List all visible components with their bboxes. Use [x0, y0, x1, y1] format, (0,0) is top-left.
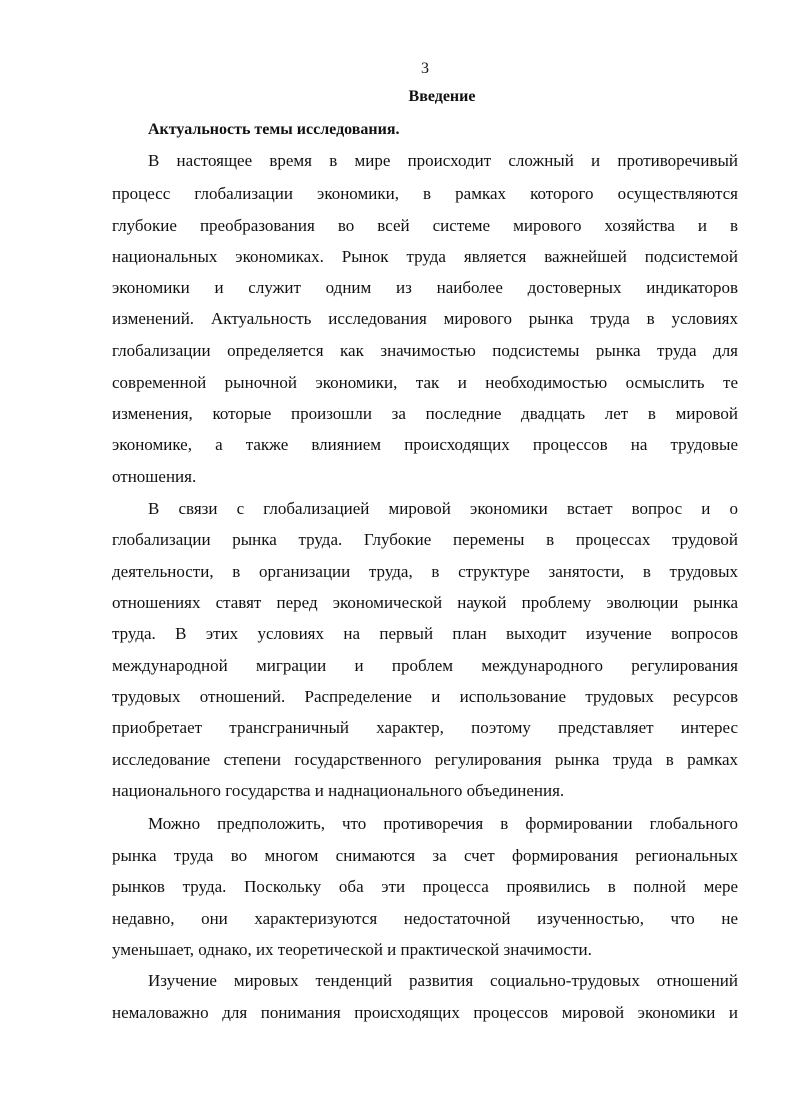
paragraph-1-line-10: экономике, а также влиянием происходящих процессов на трудовые	[112, 435, 738, 454]
paragraph-2-line-8: приобретает трансграничный характер, поэтому представляет интерес	[112, 718, 738, 737]
paragraph-3-line-4: недавно, они характеризуются недостаточной изученностью, что не	[112, 909, 738, 928]
paragraph-1-line-3: глубокие преобразования во всей системе мирового хозяйства и в	[112, 216, 738, 235]
page-title: Введение	[408, 88, 476, 105]
paragraph-4-line-1: Изучение мировых тенденций развития социально-трудовых отношений	[148, 971, 738, 990]
paragraph-1-line-2: процесс глобализации экономики, в рамках которого осуществляются	[112, 184, 738, 203]
paragraph-1-line-9: изменения, которые произошли за последние двадцать лет в мировой	[112, 404, 738, 423]
paragraph-2-line-10: национального государства и наднационального объединения.	[112, 781, 565, 800]
paragraph-1-line-4: национальных экономиках. Рынок труда является важнейшей подсистемой	[112, 247, 738, 266]
page-number: 3	[421, 60, 429, 77]
paragraph-1-line-11: отношения.	[112, 467, 197, 486]
paragraph-2-line-7: трудовых отношений. Распределение и использование трудовых ресурсов	[112, 687, 738, 706]
paragraph-2-line-2: глобализации рынка труда. Глубокие перемены в процессах трудовой	[112, 530, 738, 549]
paragraph-2-line-6: международной миграции и проблем международного регулирования	[112, 656, 738, 675]
paragraph-2-line-3: деятельности, в организации труда, в структуре занятости, в трудовых	[112, 562, 738, 581]
paragraph-2-line-5: труда. В этих условиях на первый план выходит изучение вопросов	[112, 624, 738, 643]
paragraph-1-line-5: экономики и служит одним из наиболее достоверных индикаторов	[112, 278, 738, 297]
paragraph-3-line-1: Можно предположить, что противоречия в формировании глобального	[148, 814, 738, 833]
paragraph-2-line-1: В связи с глобализацией мировой экономики встает вопрос и о	[148, 499, 738, 518]
paragraph-1-line-1: В настоящее время в мире происходит сложный и противоречивый	[148, 151, 738, 170]
paragraph-3-line-3: рынков труда. Поскольку оба эти процесса проявились в полной мере	[112, 877, 738, 896]
paragraph-1-line-8: современной рыночной экономики, так и необходимостью осмыслить те	[112, 373, 738, 392]
paragraph-2-line-4: отношениях ставят перед экономической наукой проблему эволюции рынка	[112, 593, 738, 612]
section-heading: Актуальность темы исследования.	[148, 121, 400, 138]
paragraph-4-line-2: немаловажно для понимания происходящих процессов мировой экономики и	[112, 1003, 738, 1022]
paragraph-1-line-7: глобализации определяется как значимостью подсистемы рынка труда для	[112, 341, 738, 360]
paragraph-3-line-5: уменьшает, однако, их теоретической и практической значимости.	[112, 940, 592, 959]
paragraph-3-line-2: рынка труда во многом снимаются за счет формирования региональных	[112, 846, 738, 865]
paragraph-2-line-9: исследование степени государственного регулирования рынка труда в рамках	[112, 750, 738, 769]
paragraph-1-line-6: изменений. Актуальность исследования мирового рынка труда в условиях	[112, 309, 738, 328]
